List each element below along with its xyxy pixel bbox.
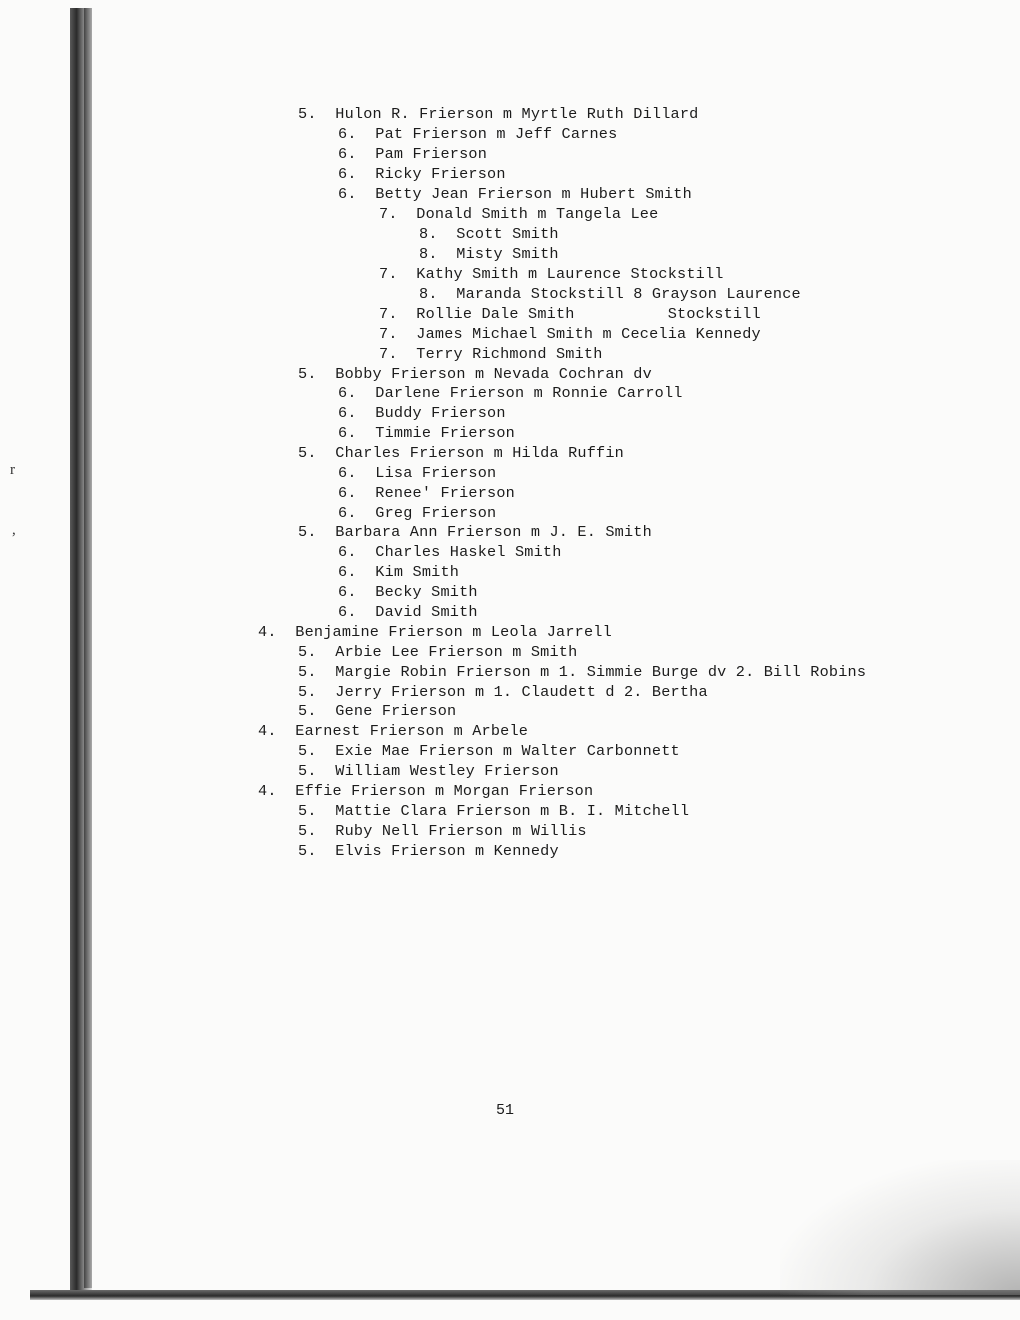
list-item: 4. Earnest Frierson m Arbele (258, 722, 529, 740)
list-item: 7. James Michael Smith m Cecelia Kennedy (379, 325, 761, 343)
page-number: 51 (496, 1102, 515, 1119)
list-item: 5. Jerry Frierson m 1. Claudett d 2. Bertha (298, 683, 708, 701)
list-item: 6. David Smith (338, 603, 478, 621)
margin-mark-r: r (10, 462, 15, 478)
list-item: 7. Kathy Smith m Laurence Stockstill (379, 265, 724, 283)
margin-mark-comma: , (12, 522, 16, 538)
list-item: 6. Greg Frierson (338, 504, 497, 522)
list-item: 5. Hulon R. Frierson m Myrtle Ruth Dillard (298, 105, 699, 123)
list-item: 6. Darlene Frierson m Ronnie Carroll (338, 384, 683, 402)
list-item: 6. Pat Frierson m Jeff Carnes (338, 125, 618, 143)
list-item: 6. Buddy Frierson (338, 404, 506, 422)
list-item: 5. Margie Robin Frierson m 1. Simmie Burge dv 2. Bill Robins (298, 663, 867, 681)
list-item: 4. Benjamine Frierson m Leola Jarrell (258, 623, 612, 641)
list-item: 6. Charles Haskel Smith (338, 543, 562, 561)
list-item: 6. Pam Frierson (338, 145, 488, 163)
list-item: 5. Elvis Frierson m Kennedy (298, 842, 559, 860)
list-item: 6. Renee' Frierson (338, 484, 515, 502)
list-item: 5. Barbara Ann Frierson m J. E. Smith (298, 523, 652, 541)
page-binding-edge (84, 8, 92, 1288)
list-item: 8. Maranda Stockstill 8 Grayson Laurence (419, 285, 801, 303)
list-item: 5. Exie Mae Frierson m Walter Carbonnett (298, 742, 680, 760)
list-item: 7. Rollie Dale Smith Stockstill (379, 305, 761, 323)
list-item: 5. Ruby Nell Frierson m Willis (298, 822, 587, 840)
list-item: 6. Lisa Frierson (338, 464, 497, 482)
list-item: 5. Gene Frierson (298, 702, 457, 720)
list-item: 7. Terry Richmond Smith (379, 345, 603, 363)
list-item: 6. Ricky Frierson (338, 165, 506, 183)
list-item: 6. Timmie Frierson (338, 424, 515, 442)
list-item: 6. Becky Smith (338, 583, 478, 601)
list-item: 6. Kim Smith (338, 563, 460, 581)
list-item: 5. William Westley Frierson (298, 762, 559, 780)
list-item: 4. Effie Frierson m Morgan Frierson (258, 782, 594, 800)
corner-shadow (780, 1160, 1020, 1295)
list-item: 5. Bobby Frierson m Nevada Cochran dv (298, 365, 652, 383)
list-item: 5. Mattie Clara Frierson m B. I. Mitchell (298, 802, 690, 820)
list-item: 8. Scott Smith (419, 225, 559, 243)
list-item: 7. Donald Smith m Tangela Lee (379, 205, 659, 223)
list-item: 5. Charles Frierson m Hilda Ruffin (298, 444, 624, 462)
list-item: 6. Betty Jean Frierson m Hubert Smith (338, 185, 692, 203)
list-item: 8. Misty Smith (419, 245, 559, 263)
list-item: 5. Arbie Lee Frierson m Smith (298, 643, 578, 661)
